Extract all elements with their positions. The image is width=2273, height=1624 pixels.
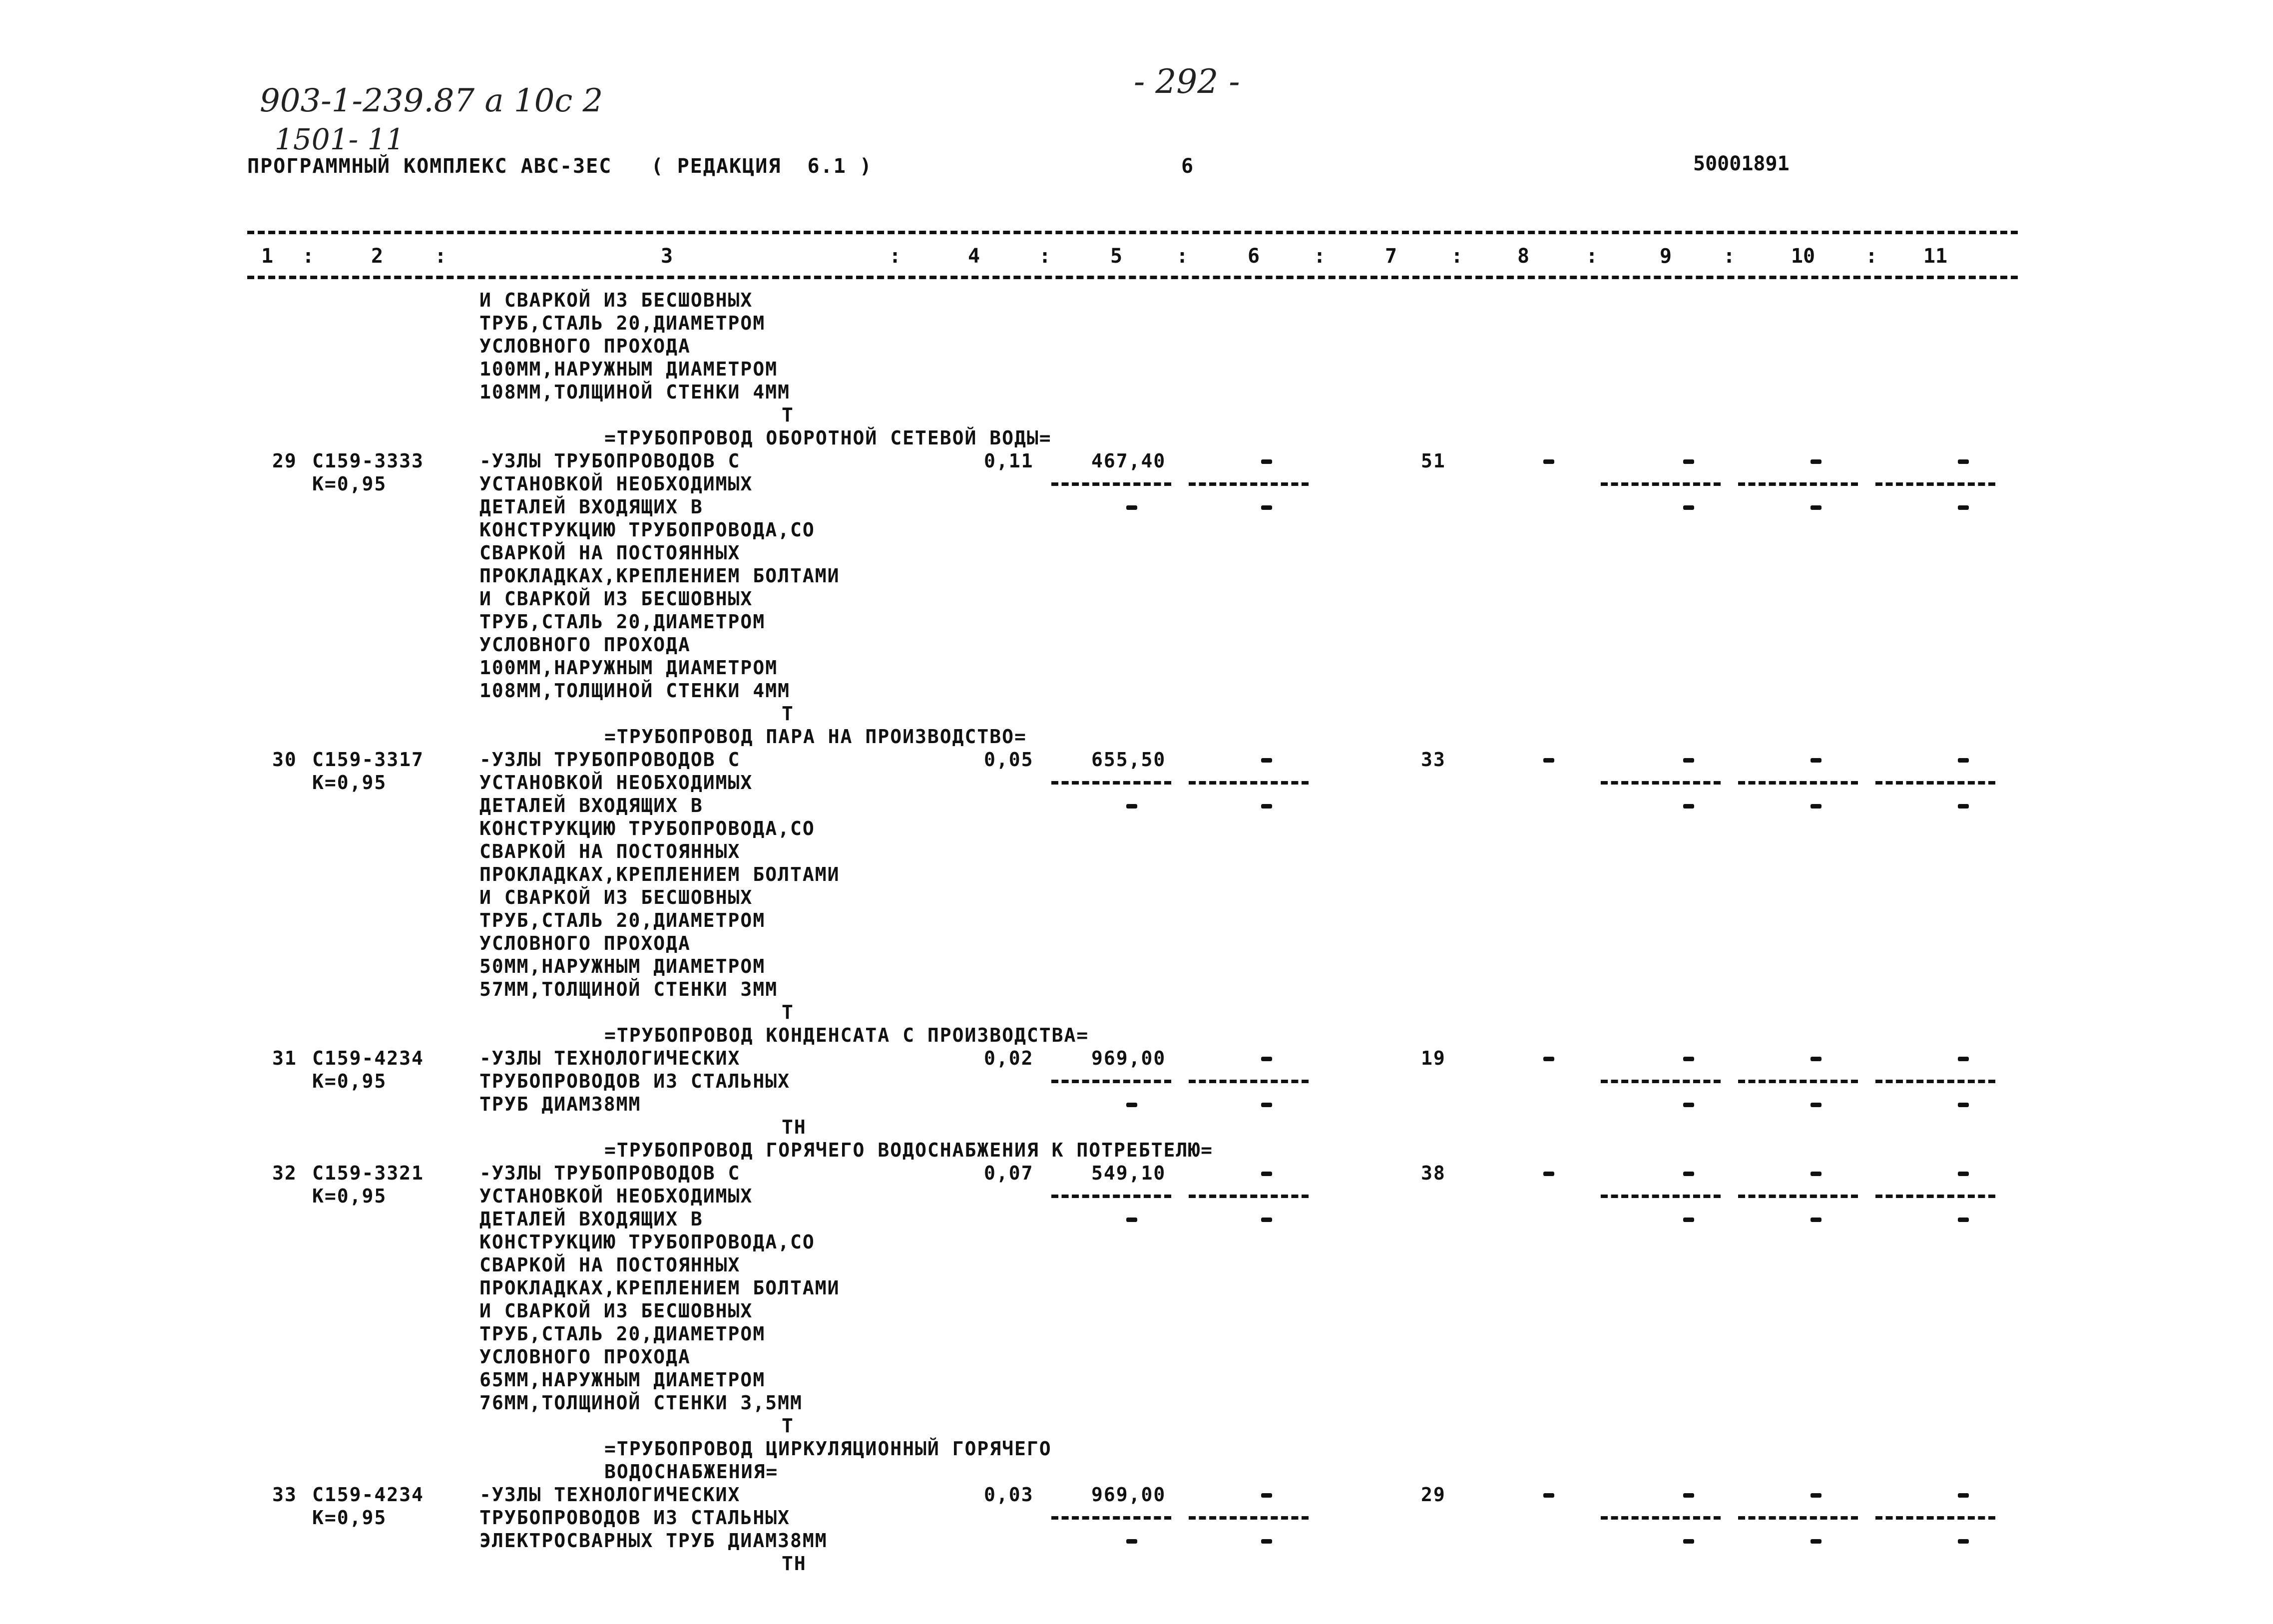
empty-value-mark (1958, 1057, 1969, 1061)
empty-value-mark (1126, 804, 1137, 809)
handwritten-sheet-number: 1501- 11 (275, 122, 405, 156)
empty-value-mark (1683, 804, 1694, 809)
subtotal-rule (1601, 781, 1721, 785)
empty-value-mark (1261, 459, 1272, 464)
work-description-line: ДЕТАЛЕЙ ВХОДЯЩИХ В (479, 1208, 703, 1230)
column-header-10: 10 (1791, 245, 1816, 268)
empty-value-mark (1683, 758, 1694, 763)
program-title: ПРОГРАММНЫЙ КОМПЛЕКС АВС-3ЕС ( РЕДАКЦИЯ 6.1 ) (247, 155, 873, 178)
top-rule (247, 231, 2018, 234)
subtotal-rule (1738, 781, 1858, 785)
item-quantity: 0,02 (984, 1047, 1034, 1069)
column-header-6: 6 (1247, 245, 1260, 268)
item-price: 969,00 (1091, 1047, 1166, 1069)
column-header-2: 2 (371, 245, 384, 268)
section-heading: ВОДОСНАБЖЕНИЯ= (604, 1461, 779, 1483)
unit-of-measure: ТН (782, 1553, 807, 1575)
empty-value-mark (1958, 1539, 1969, 1544)
work-description-line: ПРОКЛАДКАХ,КРЕПЛЕНИЕМ БОЛТАМИ (479, 863, 840, 885)
carry-over-line: И СВАРКОЙ ИЗ БЕСШОВНЫХ (479, 289, 753, 311)
empty-value-mark (1683, 505, 1694, 510)
item-coefficient: К=0,95 (312, 1070, 387, 1092)
empty-value-mark (1683, 1493, 1694, 1498)
item-column-7: 29 (1421, 1484, 1446, 1506)
empty-value-mark (1126, 1539, 1137, 1544)
work-description-line: 76ММ,ТОЛЩИНОЙ СТЕНКИ 3,5ММ (479, 1392, 803, 1414)
empty-value-mark (1543, 1172, 1554, 1176)
item-column-7: 38 (1421, 1162, 1446, 1184)
column-separator: : (1723, 245, 1736, 268)
item-code: С159-4234 (312, 1484, 424, 1506)
column-separator: : (889, 245, 902, 268)
unit-of-measure: Т (782, 703, 794, 725)
empty-value-mark (1261, 804, 1272, 809)
subtotal-rule (1051, 781, 1171, 785)
work-description-line: -УЗЛЫ ТРУБОПРОВОДОВ С (479, 749, 741, 771)
item-code: С159-3321 (312, 1162, 424, 1184)
column-header-8: 8 (1517, 245, 1530, 268)
empty-value-mark (1683, 1539, 1694, 1544)
item-coefficient: К=0,95 (312, 772, 387, 794)
subtotal-rule (1738, 1080, 1858, 1083)
work-description-line: -УЗЛЫ ТЕХНОЛОГИЧЕСКИХ (479, 1047, 741, 1069)
empty-value-mark (1683, 1172, 1694, 1176)
section-heading: =ТРУБОПРОВОД ОБОРОТНОЙ СЕТЕВОЙ ВОДЫ= (604, 427, 1052, 449)
empty-value-mark (1543, 758, 1554, 763)
empty-value-mark (1811, 505, 1821, 510)
empty-value-mark (1811, 804, 1821, 809)
work-description-line: ТРУБОПРОВОДОВ ИЗ СТАЛЬНЫХ (479, 1070, 790, 1092)
work-description-line: 65ММ,НАРУЖНЫМ ДИАМЕТРОМ (479, 1369, 766, 1391)
section-heading: =ТРУБОПРОВОД ПАРА НА ПРОИЗВОДСТВО= (604, 726, 1027, 748)
work-description-line: И СВАРКОЙ ИЗ БЕСШОВНЫХ (479, 588, 753, 610)
column-separator: : (1865, 245, 1878, 268)
subtotal-rule (1051, 1195, 1171, 1198)
empty-value-mark (1811, 1103, 1821, 1107)
item-code: С159-3333 (312, 450, 424, 472)
empty-value-mark (1126, 1103, 1137, 1107)
handwritten-doc-number: 903-1-239.87 а 10с 2 (260, 82, 603, 119)
header-bottom-rule (247, 276, 2018, 279)
subtotal-rule (1189, 1516, 1309, 1520)
column-header-5: 5 (1110, 245, 1123, 268)
empty-value-mark (1261, 1493, 1272, 1498)
carry-over-line: 108ММ,ТОЛЩИНОЙ СТЕНКИ 4ММ (479, 381, 790, 403)
subtotal-rule (1738, 1195, 1858, 1198)
work-description-line: УСЛОВНОГО ПРОХОДА (479, 932, 691, 954)
empty-value-mark (1811, 459, 1821, 464)
empty-value-mark (1683, 1218, 1694, 1222)
empty-value-mark (1958, 758, 1969, 763)
empty-value-mark (1811, 1057, 1821, 1061)
empty-value-mark (1126, 505, 1137, 510)
empty-value-mark (1958, 1172, 1969, 1176)
section-heading: =ТРУБОПРОВОД ГОРЯЧЕГО ВОДОСНАБЖЕНИЯ К ПОТРЕБТЕЛЮ= (604, 1139, 1214, 1161)
item-price: 549,10 (1091, 1162, 1166, 1184)
column-separator: : (1314, 245, 1326, 268)
item-price: 467,40 (1091, 450, 1166, 472)
carry-over-line: УСЛОВНОГО ПРОХОДА (479, 335, 691, 357)
subtotal-rule (1189, 1195, 1309, 1198)
column-header-9: 9 (1659, 245, 1672, 268)
empty-value-mark (1958, 1218, 1969, 1222)
item-coefficient: К=0,95 (312, 473, 387, 495)
empty-value-mark (1683, 1103, 1694, 1107)
work-description-line: 57ММ,ТОЛЩИНОЙ СТЕНКИ 3ММ (479, 978, 778, 1000)
column-separator: : (1039, 245, 1051, 268)
item-column-7: 33 (1421, 749, 1446, 771)
item-quantity: 0,05 (984, 749, 1034, 771)
item-price: 655,50 (1091, 749, 1166, 771)
subtotal-rule (1601, 1516, 1721, 1520)
empty-value-mark (1261, 1172, 1272, 1176)
item-number: 33 (272, 1484, 297, 1506)
column-separator: : (302, 245, 315, 268)
work-description-line: ТРУБ,СТАЛЬ 20,ДИАМЕТРОМ (479, 909, 766, 931)
column-separator: : (1586, 245, 1598, 268)
carry-over-line: 100ММ,НАРУЖНЫМ ДИАМЕТРОМ (479, 358, 778, 380)
empty-value-mark (1958, 505, 1969, 510)
item-number: 30 (272, 749, 297, 771)
page-number: 6 (1181, 155, 1194, 178)
unit-of-measure: ТН (782, 1116, 807, 1138)
item-number: 29 (272, 450, 297, 472)
empty-value-mark (1683, 459, 1694, 464)
work-description-line: ДЕТАЛЕЙ ВХОДЯЩИХ В (479, 496, 703, 518)
work-description-line: УСТАНОВКОЙ НЕОБХОДИМЫХ (479, 473, 753, 495)
item-code: С159-3317 (312, 749, 424, 771)
empty-value-mark (1958, 804, 1969, 809)
subtotal-rule (1189, 781, 1309, 785)
subtotal-rule (1738, 482, 1858, 486)
section-heading: =ТРУБОПРОВОД ЦИРКУЛЯЦИОННЫЙ ГОРЯЧЕГО (604, 1438, 1052, 1460)
unit-of-measure: Т (782, 1001, 794, 1023)
subtotal-rule (1189, 1080, 1309, 1083)
subtotal-rule (1051, 482, 1171, 486)
empty-value-mark (1811, 1539, 1821, 1544)
empty-value-mark (1958, 459, 1969, 464)
item-quantity: 0,11 (984, 450, 1034, 472)
empty-value-mark (1261, 758, 1272, 763)
empty-value-mark (1683, 1057, 1694, 1061)
empty-value-mark (1958, 1103, 1969, 1107)
subtotal-rule (1875, 1195, 1995, 1198)
subtotal-rule (1875, 482, 1995, 486)
item-column-7: 19 (1421, 1047, 1446, 1069)
column-header-4: 4 (967, 245, 980, 268)
work-description-line: ТРУБОПРОВОДОВ ИЗ СТАЛЬНЫХ (479, 1507, 790, 1529)
subtotal-rule (1601, 1080, 1721, 1083)
item-quantity: 0,07 (984, 1162, 1034, 1184)
work-description-line: СВАРКОЙ НА ПОСТОЯННЫХ (479, 1254, 741, 1276)
subtotal-rule (1875, 1080, 1995, 1083)
column-header-7: 7 (1384, 245, 1397, 268)
subtotal-rule (1875, 1516, 1995, 1520)
work-description-line: ПРОКЛАДКАХ,КРЕПЛЕНИЕМ БОЛТАМИ (479, 565, 840, 587)
work-description-line: УСТАНОВКОЙ НЕОБХОДИМЫХ (479, 772, 753, 794)
page-marker: - 292 - (1134, 62, 1240, 101)
work-description-line: ТРУБ ДИАМ38ММ (479, 1093, 641, 1115)
empty-value-mark (1811, 1493, 1821, 1498)
work-description-line: СВАРКОЙ НА ПОСТОЯННЫХ (479, 542, 741, 564)
item-price: 969,00 (1091, 1484, 1166, 1506)
item-quantity: 0,03 (984, 1484, 1034, 1506)
subtotal-rule (1875, 781, 1995, 785)
subtotal-rule (1189, 482, 1309, 486)
column-header-1: 1 (261, 245, 274, 268)
empty-value-mark (1811, 1218, 1821, 1222)
empty-value-mark (1261, 1057, 1272, 1061)
empty-value-mark (1126, 1218, 1137, 1222)
work-description-line: ДЕТАЛЕЙ ВХОДЯЩИХ В (479, 795, 703, 816)
empty-value-mark (1811, 758, 1821, 763)
empty-value-mark (1543, 1493, 1554, 1498)
empty-value-mark (1811, 1172, 1821, 1176)
work-description-line: И СВАРКОЙ ИЗ БЕСШОВНЫХ (479, 1300, 753, 1322)
work-description-line: И СВАРКОЙ ИЗ БЕСШОВНЫХ (479, 886, 753, 908)
subtotal-rule (1738, 1516, 1858, 1520)
work-description-line: 100ММ,НАРУЖНЫМ ДИАМЕТРОМ (479, 657, 778, 679)
item-number: 31 (272, 1047, 297, 1069)
work-description-line: -УЗЛЫ ТЕХНОЛОГИЧЕСКИХ (479, 1484, 741, 1506)
work-description-line: ПРОКЛАДКАХ,КРЕПЛЕНИЕМ БОЛТАМИ (479, 1277, 840, 1299)
empty-value-mark (1261, 1103, 1272, 1107)
work-description-line: ТРУБ,СТАЛЬ 20,ДИАМЕТРОМ (479, 1323, 766, 1345)
empty-value-mark (1543, 459, 1554, 464)
work-description-line: СВАРКОЙ НА ПОСТОЯННЫХ (479, 840, 741, 862)
work-description-line: 108ММ,ТОЛЩИНОЙ СТЕНКИ 4ММ (479, 680, 790, 702)
work-description-line: -УЗЛЫ ТРУБОПРОВОДОВ С (479, 1162, 741, 1184)
column-separator: : (1451, 245, 1463, 268)
item-number: 32 (272, 1162, 297, 1184)
subtotal-rule (1601, 1195, 1721, 1198)
empty-value-mark (1261, 1539, 1272, 1544)
empty-value-mark (1958, 1493, 1969, 1498)
subtotal-rule (1051, 1516, 1171, 1520)
carry-over-line: Т (782, 404, 794, 426)
carry-over-line: ТРУБ,СТАЛЬ 20,ДИАМЕТРОМ (479, 312, 766, 334)
item-column-7: 51 (1421, 450, 1446, 472)
work-description-line: -УЗЛЫ ТРУБОПРОВОДОВ С (479, 450, 741, 472)
subtotal-rule (1601, 482, 1721, 486)
item-coefficient: К=0,95 (312, 1507, 387, 1529)
column-header-3: 3 (660, 245, 673, 268)
work-description-line: ЭЛЕКТРОСВАРНЫХ ТРУБ ДИАМ38ММ (479, 1530, 828, 1552)
subtotal-rule (1051, 1080, 1171, 1083)
column-separator: : (435, 245, 447, 268)
work-description-line: 50ММ,НАРУЖНЫМ ДИАМЕТРОМ (479, 955, 766, 977)
section-heading: =ТРУБОПРОВОД КОНДЕНСАТА С ПРОИЗВОДСТВА= (604, 1024, 1089, 1046)
item-coefficient: К=0,95 (312, 1185, 387, 1207)
work-description-line: УСТАНОВКОЙ НЕОБХОДИМЫХ (479, 1185, 753, 1207)
column-separator: : (1176, 245, 1189, 268)
work-description-line: КОНСТРУКЦИЮ ТРУБОПРОВОДА,СО (479, 1231, 815, 1253)
empty-value-mark (1261, 1218, 1272, 1222)
empty-value-mark (1261, 505, 1272, 510)
unit-of-measure: Т (782, 1415, 794, 1437)
empty-value-mark (1543, 1057, 1554, 1061)
work-description-line: КОНСТРУКЦИЮ ТРУБОПРОВОДА,СО (479, 817, 815, 839)
column-header-11: 11 (1923, 245, 1948, 268)
item-code: С159-4234 (312, 1047, 424, 1069)
work-description-line: ТРУБ,СТАЛЬ 20,ДИАМЕТРОМ (479, 611, 766, 633)
work-description-line: УСЛОВНОГО ПРОХОДА (479, 1346, 691, 1368)
work-description-line: УСЛОВНОГО ПРОХОДА (479, 634, 691, 656)
work-description-line: КОНСТРУКЦИЮ ТРУБОПРОВОДА,СО (479, 519, 815, 541)
document-code: 50001891 (1693, 152, 1790, 175)
